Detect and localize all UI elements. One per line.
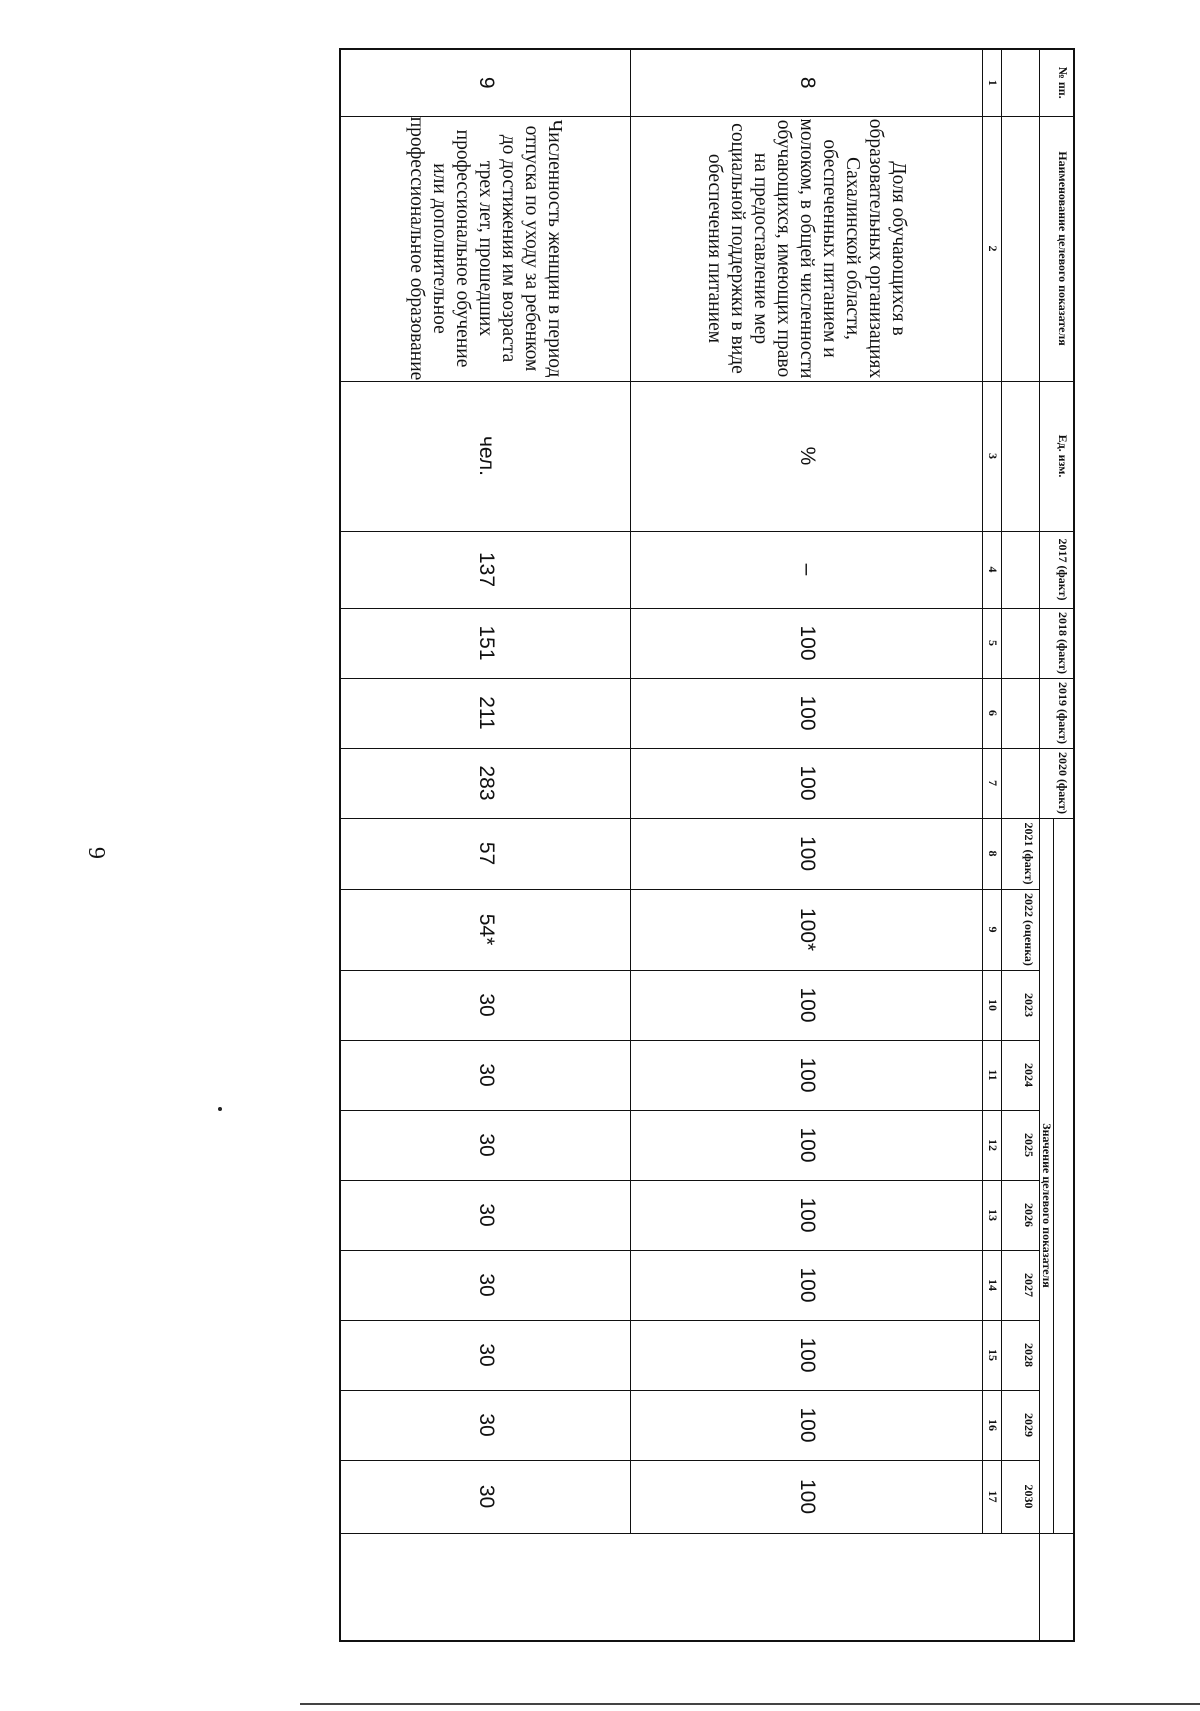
- cell-value: 100: [631, 1460, 983, 1533]
- cell-value: 100: [631, 608, 983, 678]
- cell-value: 100*: [631, 889, 983, 970]
- cell-value: 100: [631, 1250, 983, 1320]
- colnum-9: 9: [983, 889, 1002, 970]
- cell-value: 30: [340, 1320, 631, 1390]
- header-year-2029: 2029: [1002, 1390, 1040, 1460]
- cell-value: 30: [340, 1250, 631, 1320]
- header-year-2027: 2027: [1002, 1250, 1040, 1320]
- cell-value: 137: [340, 531, 631, 608]
- scan-speck: [218, 1107, 222, 1111]
- cell-value: 100: [631, 678, 983, 748]
- row-unit: чел.: [340, 381, 631, 531]
- header-group-pad: [1054, 1533, 1074, 1641]
- cell-value: 57: [340, 818, 631, 889]
- header-unit-cont: [1002, 381, 1040, 531]
- cell-value: 30: [340, 1180, 631, 1250]
- header-group-blank: [1054, 818, 1074, 1533]
- header-year-2024: 2024: [1002, 1040, 1040, 1110]
- row-unit: %: [631, 381, 983, 531]
- colnum-10: 10: [983, 970, 1002, 1040]
- cell-value: –: [631, 531, 983, 608]
- cell-value: 30: [340, 1390, 631, 1460]
- header-group-end: [1040, 1533, 1054, 1641]
- colnum-3: 3: [983, 381, 1002, 531]
- header-year-2018: 2018 (факт): [1040, 608, 1074, 678]
- cell-value: 30: [340, 1460, 631, 1533]
- header-year-2026: 2026: [1002, 1180, 1040, 1250]
- colnum-16: 16: [983, 1390, 1002, 1460]
- row-name: Доля обучающихся в образовательных организациях Сахалинской области, обеспеченных питанием и молоком, в общей численности обучающихся, имеющих право на предоставление мер социальной поддержки в виде обеспечения питанием: [631, 116, 983, 381]
- cell-value: 211: [340, 678, 631, 748]
- cell-value: 100: [631, 1390, 983, 1460]
- page-number: 6: [85, 847, 111, 859]
- header-year-2028: 2028: [1002, 1320, 1040, 1390]
- header-year-2017: 2017 (факт): [1040, 531, 1074, 608]
- header-year-2030: 2030: [1002, 1460, 1040, 1533]
- cell-value: 100: [631, 1110, 983, 1180]
- table-row: [340, 49, 631, 1641]
- header-year-2020: 2020 (факт): [1040, 748, 1074, 818]
- colnum-14: 14: [983, 1250, 1002, 1320]
- cell-value: 100: [631, 818, 983, 889]
- header-num-cont: [1002, 49, 1040, 116]
- header-group: Значение целевого показателя: [1040, 818, 1054, 1533]
- cell-value: 283: [340, 748, 631, 818]
- header-2020-cont: [1002, 748, 1040, 818]
- cell-value: 100: [631, 1040, 983, 1110]
- header-year-2023: 2023: [1002, 970, 1040, 1040]
- row-num: 8: [631, 49, 983, 116]
- colnum-1: 1: [983, 49, 1002, 116]
- table-row: [631, 49, 983, 1641]
- header-2017-cont: [1002, 531, 1040, 608]
- header-year-2019: 2019 (факт): [1040, 678, 1074, 748]
- table-container: [339, 48, 1075, 1642]
- cell-value: 100: [631, 748, 983, 818]
- colnum-7: 7: [983, 748, 1002, 818]
- cell-value: 54*: [340, 889, 631, 970]
- header-year-2021: 2021 (факт): [1002, 818, 1040, 889]
- colnum-8: 8: [983, 818, 1002, 889]
- colnum-11: 11: [983, 1040, 1002, 1110]
- cell-value: 151: [340, 608, 631, 678]
- row-num: 9: [340, 49, 631, 116]
- page-bottom-rule: [300, 1703, 1200, 1705]
- header-num: № пп.: [1040, 49, 1074, 116]
- cell-value: 30: [340, 1110, 631, 1180]
- header-name: Наименование целевого показателя: [1040, 116, 1074, 381]
- colnum-4: 4: [983, 531, 1002, 608]
- row-name: Численность женщин в период отпуска по уходу за ребенком до достижения им возраста трех лет, прошедших профессиональное обучение или дополнительное профессиональное образование: [340, 116, 631, 381]
- colnum-6: 6: [983, 678, 1002, 748]
- header-year-2025: 2025: [1002, 1110, 1040, 1180]
- colnum-2: 2: [983, 116, 1002, 381]
- cell-value: 30: [340, 970, 631, 1040]
- cell-value: 100: [631, 970, 983, 1040]
- header-2019-cont: [1002, 678, 1040, 748]
- cell-value: 30: [340, 1040, 631, 1110]
- header-name-cont: [1002, 116, 1040, 381]
- cell-value: 100: [631, 1320, 983, 1390]
- header-year-2022: 2022 (оценка): [1002, 889, 1040, 970]
- colnum-12: 12: [983, 1110, 1002, 1180]
- indicators-table: [339, 48, 1075, 1642]
- colnum-17: 17: [983, 1460, 1002, 1533]
- cell-value: 100: [631, 1180, 983, 1250]
- colnum-15: 15: [983, 1320, 1002, 1390]
- header-2018-cont: [1002, 608, 1040, 678]
- colnum-5: 5: [983, 608, 1002, 678]
- header-unit: Ед. изм.: [1040, 381, 1074, 531]
- colnum-13: 13: [983, 1180, 1002, 1250]
